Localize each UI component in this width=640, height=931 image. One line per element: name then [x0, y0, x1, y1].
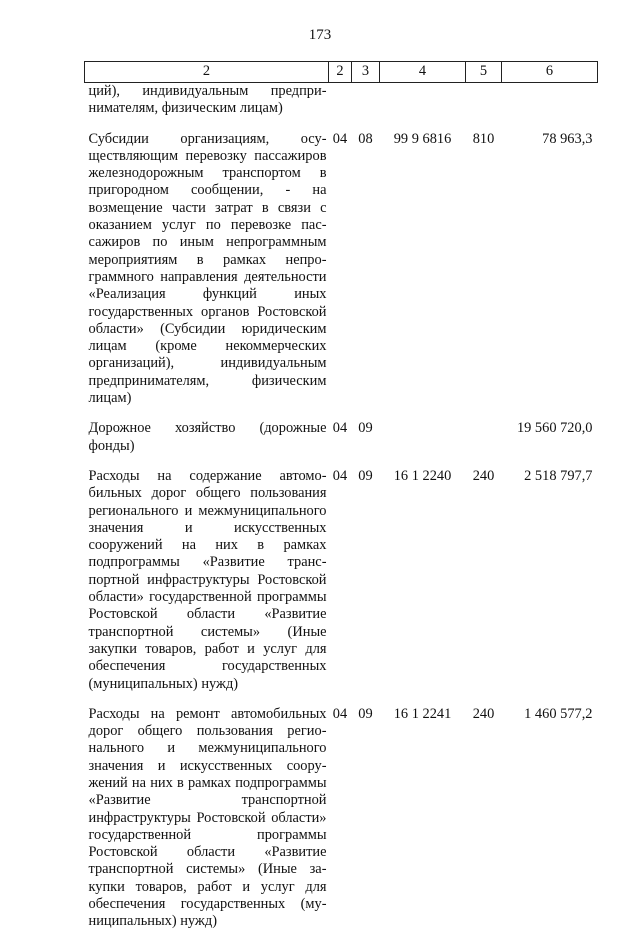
- table-row: [85, 420, 598, 455]
- row-pr: [352, 83, 380, 118]
- row-cs: [380, 420, 466, 455]
- table-row: [85, 83, 598, 118]
- table-header-row: [85, 62, 598, 83]
- row-cs: 99 9 6816: [393, 130, 452, 147]
- row-vr: 240: [472, 467, 495, 484]
- header-col-pr: 3: [352, 62, 380, 83]
- row-sum: [502, 83, 598, 118]
- page-number: 173: [308, 27, 332, 43]
- row-sum: 1 460 577,2: [524, 705, 593, 722]
- row-name: Субсидии организациям, осуществляющим перевозку пассажиров железнодорожным транспортом в пригородном сообщении, - на возмещение части затрат в связи с оказанием услуг по перевозке пассажиров по иным непрограммным мероприятиям в рамках непрограммного направления деятельности «Реализация функций иных государственных органов Ростовской области» (Субсидии юридическим лицам (кроме некоммерческих организаций), индивидуальным предпринимателям, физическим лицам): [88, 130, 327, 407]
- header-col-cs: 4: [380, 62, 466, 83]
- row-name: Дорожное хозяйство (дорожные фонды): [88, 420, 327, 454]
- row-rz: [329, 83, 352, 118]
- row-name: ций), индивидуальным предпринимателям, физическим лицам): [88, 83, 327, 117]
- row-cs: 16 1 2241: [393, 705, 452, 722]
- row-vr: [466, 83, 502, 118]
- row-rz: 04: [332, 130, 348, 147]
- row-sum: 2 518 797,7: [524, 467, 593, 484]
- row-vr: [466, 420, 502, 455]
- table-row: [85, 468, 598, 693]
- row-rz: 04: [332, 467, 348, 484]
- budget-table: [84, 61, 598, 931]
- row-cs: [380, 83, 466, 118]
- row-vr: 810: [472, 130, 495, 147]
- row-pr: 09: [358, 705, 373, 722]
- header-col-sum: 6: [502, 62, 598, 83]
- row-vr: 240: [472, 705, 495, 722]
- row-rz: 04: [332, 705, 348, 722]
- header-col-rz: 2: [329, 62, 352, 83]
- row-pr: 09: [358, 420, 373, 437]
- row-sum: 78 963,3: [542, 130, 593, 147]
- row-pr: 08: [358, 130, 373, 147]
- header-col-name: 2: [85, 62, 329, 83]
- row-cs: 16 1 2240: [393, 467, 452, 484]
- table-row: [85, 706, 598, 931]
- row-pr: 09: [358, 467, 373, 484]
- row-sum: 19 560 720,0: [516, 420, 593, 437]
- header-col-vr: 5: [466, 62, 502, 83]
- row-rz: 04: [332, 420, 348, 437]
- table-row: [85, 131, 598, 408]
- row-name: Расходы на ремонт автомобильных дорог общего пользования регионального и межмуниципального значения и искусственных сооружений на них в рамках подпрограммы «Развитие транспортной инфраструктуры Ростовской области» государственной программы Ростовской области «Развитие транспортной системы» (Иные закупки товаров, работ и услуг для обеспечения государственных (муниципальных) нужд): [88, 705, 327, 930]
- row-name: Расходы на содержание автомобильных дорог общего пользования регионального и межмуниципального значения и искусственных сооружений на них в рамках подпрограммы «Развитие транспортной инфраструктуры Ростовской области» государственной программы Ростовской области «Развитие транспортной системы» (Иные закупки товаров, работ и услуг для обеспечения государственных (муниципальных) нужд): [88, 467, 327, 692]
